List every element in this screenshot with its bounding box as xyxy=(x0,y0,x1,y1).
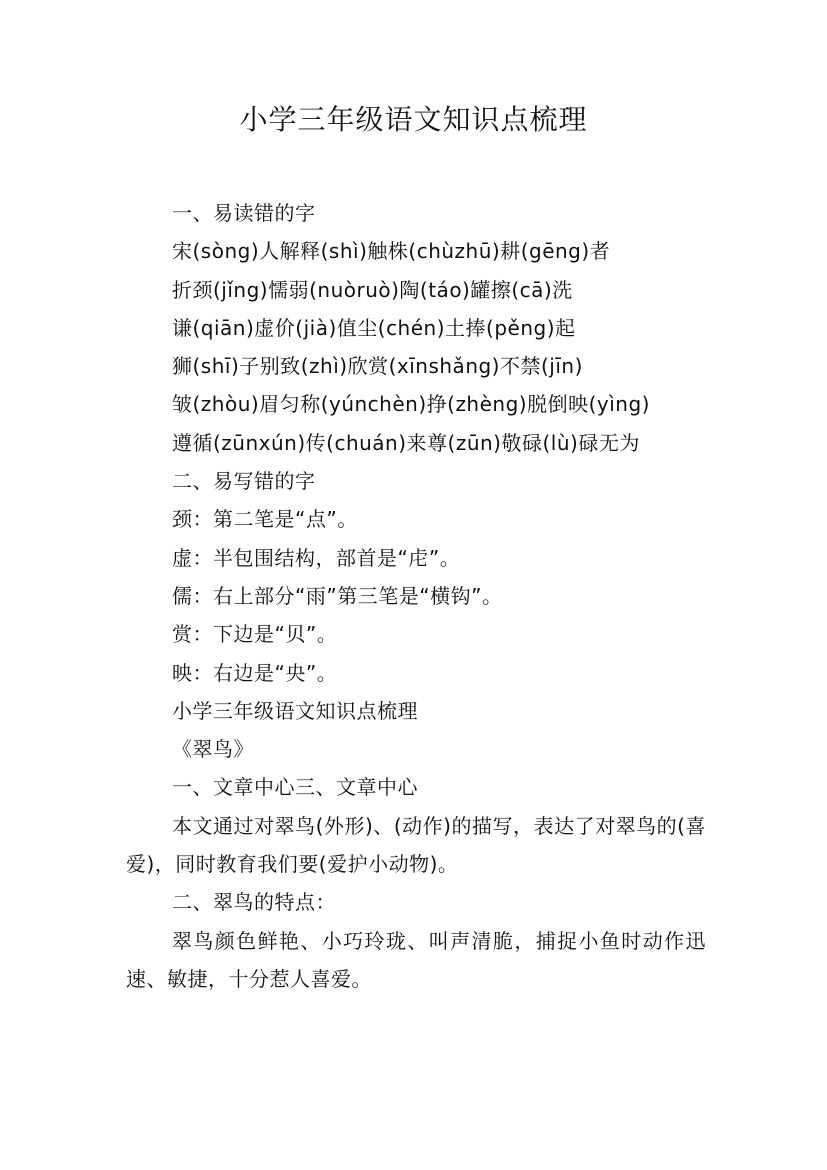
text-line: 赏：下边是“贝”。 xyxy=(172,622,338,647)
text-line: 虚：半包围结构，部首是“虍”。 xyxy=(172,545,461,570)
text-line: 宋(sòng)人解释(shì)触株(chùzhū)耕(gēng)者 xyxy=(172,239,611,264)
section-heading: 一、文章中心三、文章中心 xyxy=(172,775,418,800)
text-line: 遵循(zūnxún)传(chuán)来尊(zūn)敬碌(lù)碌无为 xyxy=(172,430,640,455)
text-line: 狮(shī)子别致(zhì)欣赏(xīnshǎng)不禁(jīn) xyxy=(172,354,583,379)
document-title: 小学三年级语文知识点梳理 xyxy=(239,103,588,136)
text-line: 儒：右上部分“雨”第三笔是“横钩”。 xyxy=(172,583,503,608)
lesson-title: 《翠鸟》 xyxy=(172,737,254,762)
text-line: 颈：第二笔是“点”。 xyxy=(172,507,358,532)
text-line: 映：右边是“央”。 xyxy=(172,660,338,685)
section-heading: 一、易读错的字 xyxy=(172,201,316,225)
document-body xyxy=(126,194,706,998)
section-heading: 二、易写错的字 xyxy=(172,469,316,494)
subtitle-line: 小学三年级语文知识点梳理 xyxy=(172,698,418,723)
text-paragraph: 翠鸟颜色鲜艳、小巧玲珑、叫声清脆，捕捉小鱼时动作迅速、敏捷，十分惹人喜爱。 xyxy=(126,928,706,991)
text-line: 谦(qiān)虚价(jià)值尘(chén)土捧(pěng)起 xyxy=(172,315,576,340)
text-paragraph: 本文通过对翠鸟(外形)、(动作)的描写，表达了对翠鸟的(喜爱)，同时教育我们要(爱护小动物)。 xyxy=(126,813,706,877)
text-line: 皱(zhòu)眉匀称(yúnchèn)挣(zhèng)脱倒映(yìng) xyxy=(172,392,650,417)
section-heading: 二、翠鸟的特点： xyxy=(172,890,336,915)
text-line: 折颈(jǐng)懦弱(nuòruò)陶(táo)罐擦(cā)洗 xyxy=(172,277,573,302)
